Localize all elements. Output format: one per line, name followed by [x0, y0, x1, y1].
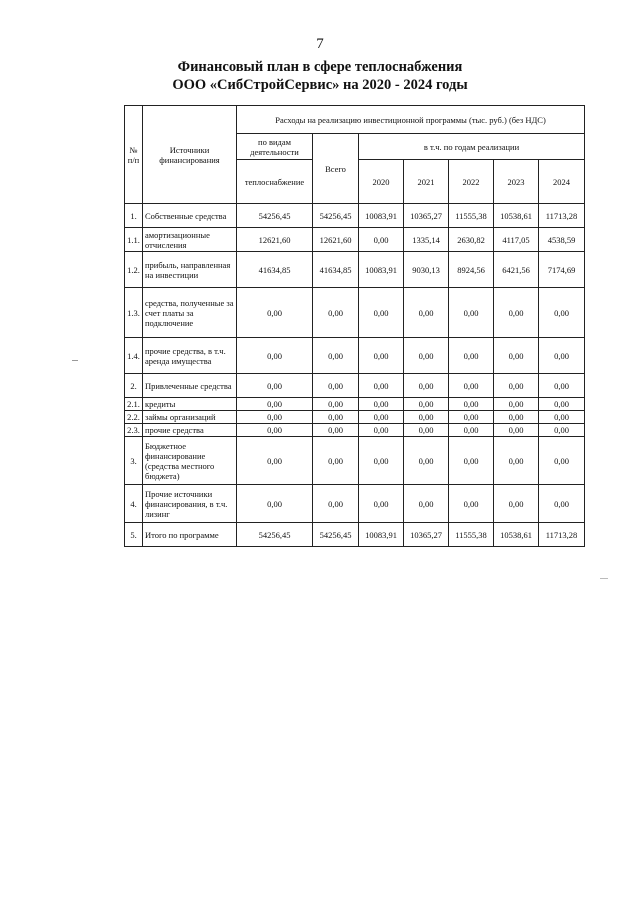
cell-year: 0,00 [449, 338, 494, 374]
cell-total: 54256,45 [313, 204, 359, 228]
cell-total: 0,00 [313, 485, 359, 523]
row-number: 1.3. [125, 288, 143, 338]
row-source-name: Бюджетное финансирование (средства местного бюджета) [143, 437, 237, 485]
cell-year: 10365,27 [404, 204, 449, 228]
table-row [125, 424, 585, 437]
cell-year: 0,00 [539, 338, 585, 374]
table-header [125, 106, 585, 204]
cell-total: 0,00 [313, 437, 359, 485]
cell-year: 0,00 [404, 338, 449, 374]
cell-total: 0,00 [313, 411, 359, 424]
cell-year: 0,00 [539, 437, 585, 485]
cell-year: 4117,05 [494, 228, 539, 252]
cell-year: 0,00 [449, 288, 494, 338]
row-source-name: прочие средства [143, 424, 237, 437]
row-source-name: прибыль, направленная на инвестиции [143, 252, 237, 288]
cell-year: 11555,38 [449, 204, 494, 228]
cell-heat-supply: 0,00 [237, 374, 313, 398]
cell-year: 0,00 [539, 411, 585, 424]
row-source-name: Собственные средства [143, 204, 237, 228]
row-number: 2.3. [125, 424, 143, 437]
cell-year: 0,00 [494, 288, 539, 338]
cell-heat-supply: 0,00 [237, 338, 313, 374]
cell-year: 0,00 [494, 424, 539, 437]
header-sources: Источники финансирования [143, 106, 237, 204]
cell-year: 0,00 [359, 374, 404, 398]
cell-total: 0,00 [313, 338, 359, 374]
title-line-2: ООО «СибСтройСервис» на 2020 - 2024 годы [172, 77, 468, 93]
row-number: 1. [125, 204, 143, 228]
cell-year: 0,00 [494, 485, 539, 523]
cell-year: 0,00 [359, 338, 404, 374]
header-by-activity: по видам деятельности [237, 134, 313, 160]
cell-year: 0,00 [404, 437, 449, 485]
row-number: 1.1. [125, 228, 143, 252]
table-row [125, 228, 585, 252]
row-number: 2.1. [125, 398, 143, 411]
header-expenses: Расходы на реализацию инвестиционной программы (тыс. руб.) (без НДС) [237, 106, 585, 134]
cell-year: 7174,69 [539, 252, 585, 288]
cell-heat-supply: 12621,60 [237, 228, 313, 252]
cell-year: 11713,28 [539, 523, 585, 547]
header-by-years: в т.ч. по годам реализации [359, 134, 585, 160]
cell-year: 0,00 [539, 398, 585, 411]
row-source-name: прочие средства, в т.ч. аренда имущества [143, 338, 237, 374]
table-row [125, 398, 585, 411]
cell-year: 0,00 [404, 288, 449, 338]
cell-heat-supply: 54256,45 [237, 523, 313, 547]
cell-heat-supply: 0,00 [237, 485, 313, 523]
cell-year: 0,00 [359, 228, 404, 252]
cell-year: 0,00 [404, 424, 449, 437]
row-number: 1.4. [125, 338, 143, 374]
cell-year: 0,00 [494, 398, 539, 411]
cell-total: 54256,45 [313, 523, 359, 547]
cell-total: 41634,85 [313, 252, 359, 288]
cell-year: 0,00 [494, 437, 539, 485]
cell-year: 0,00 [359, 424, 404, 437]
cell-heat-supply: 54256,45 [237, 204, 313, 228]
row-source-name: займы организаций [143, 411, 237, 424]
cell-year: 0,00 [449, 437, 494, 485]
table-row [125, 523, 585, 547]
header-year: 2020 [359, 160, 404, 204]
cell-year: 0,00 [449, 485, 494, 523]
header-year: 2022 [449, 160, 494, 204]
table-row [125, 374, 585, 398]
cell-year: 9030,13 [404, 252, 449, 288]
cell-year: 10538,61 [494, 204, 539, 228]
cell-total: 12621,60 [313, 228, 359, 252]
cell-year: 0,00 [359, 288, 404, 338]
scan-mark [72, 360, 78, 361]
cell-year: 0,00 [404, 398, 449, 411]
cell-total: 0,00 [313, 398, 359, 411]
cell-year: 10083,91 [359, 252, 404, 288]
row-source-name: кредиты [143, 398, 237, 411]
scan-mark [600, 578, 608, 579]
header-year: 2024 [539, 160, 585, 204]
cell-heat-supply: 0,00 [237, 411, 313, 424]
cell-year: 0,00 [449, 424, 494, 437]
row-source-name: Прочие источники финансирования, в т.ч. лизинг [143, 485, 237, 523]
cell-year: 0,00 [539, 424, 585, 437]
title-line-1: Финансовый план в сфере теплоснабжения [177, 59, 463, 75]
table-row [125, 252, 585, 288]
cell-year: 0,00 [359, 485, 404, 523]
row-source-name: амортизационные отчисления [143, 228, 237, 252]
cell-year: 0,00 [359, 398, 404, 411]
cell-year: 10538,61 [494, 523, 539, 547]
cell-year: 11713,28 [539, 204, 585, 228]
row-number: 4. [125, 485, 143, 523]
cell-year: 0,00 [359, 411, 404, 424]
table-row [125, 338, 585, 374]
cell-year: 6421,56 [494, 252, 539, 288]
cell-year: 0,00 [494, 338, 539, 374]
cell-heat-supply: 41634,85 [237, 252, 313, 288]
cell-total: 0,00 [313, 374, 359, 398]
table-row [125, 288, 585, 338]
cell-year: 2630,82 [449, 228, 494, 252]
row-number: 1.2. [125, 252, 143, 288]
cell-year: 0,00 [449, 374, 494, 398]
cell-year: 0,00 [359, 437, 404, 485]
row-number: 5. [125, 523, 143, 547]
header-year: 2023 [494, 160, 539, 204]
cell-year: 0,00 [449, 398, 494, 411]
cell-year: 0,00 [539, 288, 585, 338]
row-number: 2. [125, 374, 143, 398]
cell-year: 0,00 [494, 411, 539, 424]
header-year: 2021 [404, 160, 449, 204]
cell-heat-supply: 0,00 [237, 288, 313, 338]
cell-total: 0,00 [313, 288, 359, 338]
cell-total: 0,00 [313, 424, 359, 437]
cell-heat-supply: 0,00 [237, 424, 313, 437]
document-title [0, 58, 640, 94]
cell-year: 4538,59 [539, 228, 585, 252]
cell-year: 0,00 [404, 411, 449, 424]
table-row [125, 411, 585, 424]
cell-year: 0,00 [404, 485, 449, 523]
cell-year: 1335,14 [404, 228, 449, 252]
header-total: Всего [313, 134, 359, 204]
table-row [125, 485, 585, 523]
cell-year: 0,00 [539, 485, 585, 523]
header-number: № п/п [125, 106, 143, 204]
cell-year: 8924,56 [449, 252, 494, 288]
row-source-name: Привлеченные средства [143, 374, 237, 398]
table-body [125, 204, 585, 547]
header-heat-supply: теплоснабжение [237, 160, 313, 204]
cell-year: 10083,91 [359, 204, 404, 228]
row-source-name: средства, полученные за счет платы за подключение [143, 288, 237, 338]
page-number: 7 [316, 36, 324, 52]
row-source-name: Итого по программе [143, 523, 237, 547]
financial-plan-table [124, 105, 585, 547]
cell-heat-supply: 0,00 [237, 398, 313, 411]
row-number: 2.2. [125, 411, 143, 424]
table-row [125, 437, 585, 485]
row-number: 3. [125, 437, 143, 485]
cell-year: 11555,38 [449, 523, 494, 547]
table-row [125, 204, 585, 228]
cell-year: 10083,91 [359, 523, 404, 547]
cell-year: 10365,27 [404, 523, 449, 547]
cell-year: 0,00 [449, 411, 494, 424]
cell-year: 0,00 [494, 374, 539, 398]
cell-year: 0,00 [404, 374, 449, 398]
cell-heat-supply: 0,00 [237, 437, 313, 485]
cell-year: 0,00 [539, 374, 585, 398]
